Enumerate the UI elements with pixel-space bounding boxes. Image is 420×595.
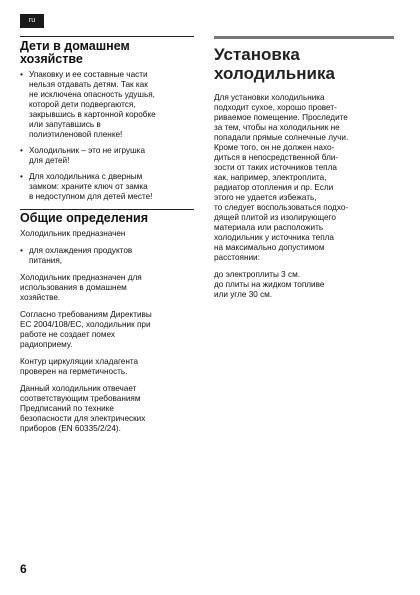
heading-general-definitions: Общие определения (20, 211, 149, 225)
paragraph-intro: Холодильник предназначен (20, 229, 126, 238)
paragraph: до электроплиты 3 см. до плиты на жидком топливе или угле 30 см. (214, 270, 325, 299)
language-tag: ru (20, 14, 44, 28)
right-column (214, 36, 394, 307)
list-item: • Упаковку и ее составные части нельзя отдавать детям. Так как не исключена опасность удушья, которой дети подвергаются, закрывшись в картонной коробке или запутавшись в полиэтиленовой пленке! (20, 70, 194, 140)
paragraph: Контур циркуляции хладагента проверен на герметичность. (20, 357, 139, 376)
paragraph: Для установки холодильника подходит сухое, хорошо провет- риваемое помещение. Проследите за тем, чтобы на холодильник не попадали прямые солнечные лучи. Кроме того, он не должен нахо- диться в непосредственной бли- зости от таких источников тепла как, например, электроплита, радиатор отопления и пр. Если этого не удается избежать, то следует воспользоваться подхо- дящей плитой из изолирующего материала или расположить холодильник у источника тепла на максимально допустимом расстоянии: (214, 93, 349, 262)
section-rule (20, 36, 194, 37)
page-number: 6 (20, 562, 27, 576)
list-item: • Холодильник – это не игрушка для детей! (20, 146, 194, 166)
heading-installation: Установка холодильника (214, 45, 335, 83)
section-rule (20, 209, 194, 225)
left-column (20, 36, 194, 441)
list-item: • для охлаждения продуктов питания, (20, 246, 194, 266)
heading-children-safety: Дети в домашнем хозяйстве (20, 39, 130, 66)
paragraph: Холодильник предназначен для использования в домашнем хозяйстве. (20, 273, 142, 302)
paragraph: Согласно требованиям Директивы EC 2004/108/EC, холодильник при работе не создает помех радиоприему. (20, 310, 152, 349)
list-item: • Для холодильника с дверным замком: храните ключ от замка в недоступном для детей месте! (20, 172, 194, 202)
children-safety-list (20, 70, 194, 202)
section-rule (214, 36, 394, 39)
paragraph: Данный холодильник отвечает соответствующим требованиям Предписаний по технике безопасности для электрических приборов (EN 60335/2/24). (20, 384, 146, 433)
purpose-list (20, 246, 194, 266)
